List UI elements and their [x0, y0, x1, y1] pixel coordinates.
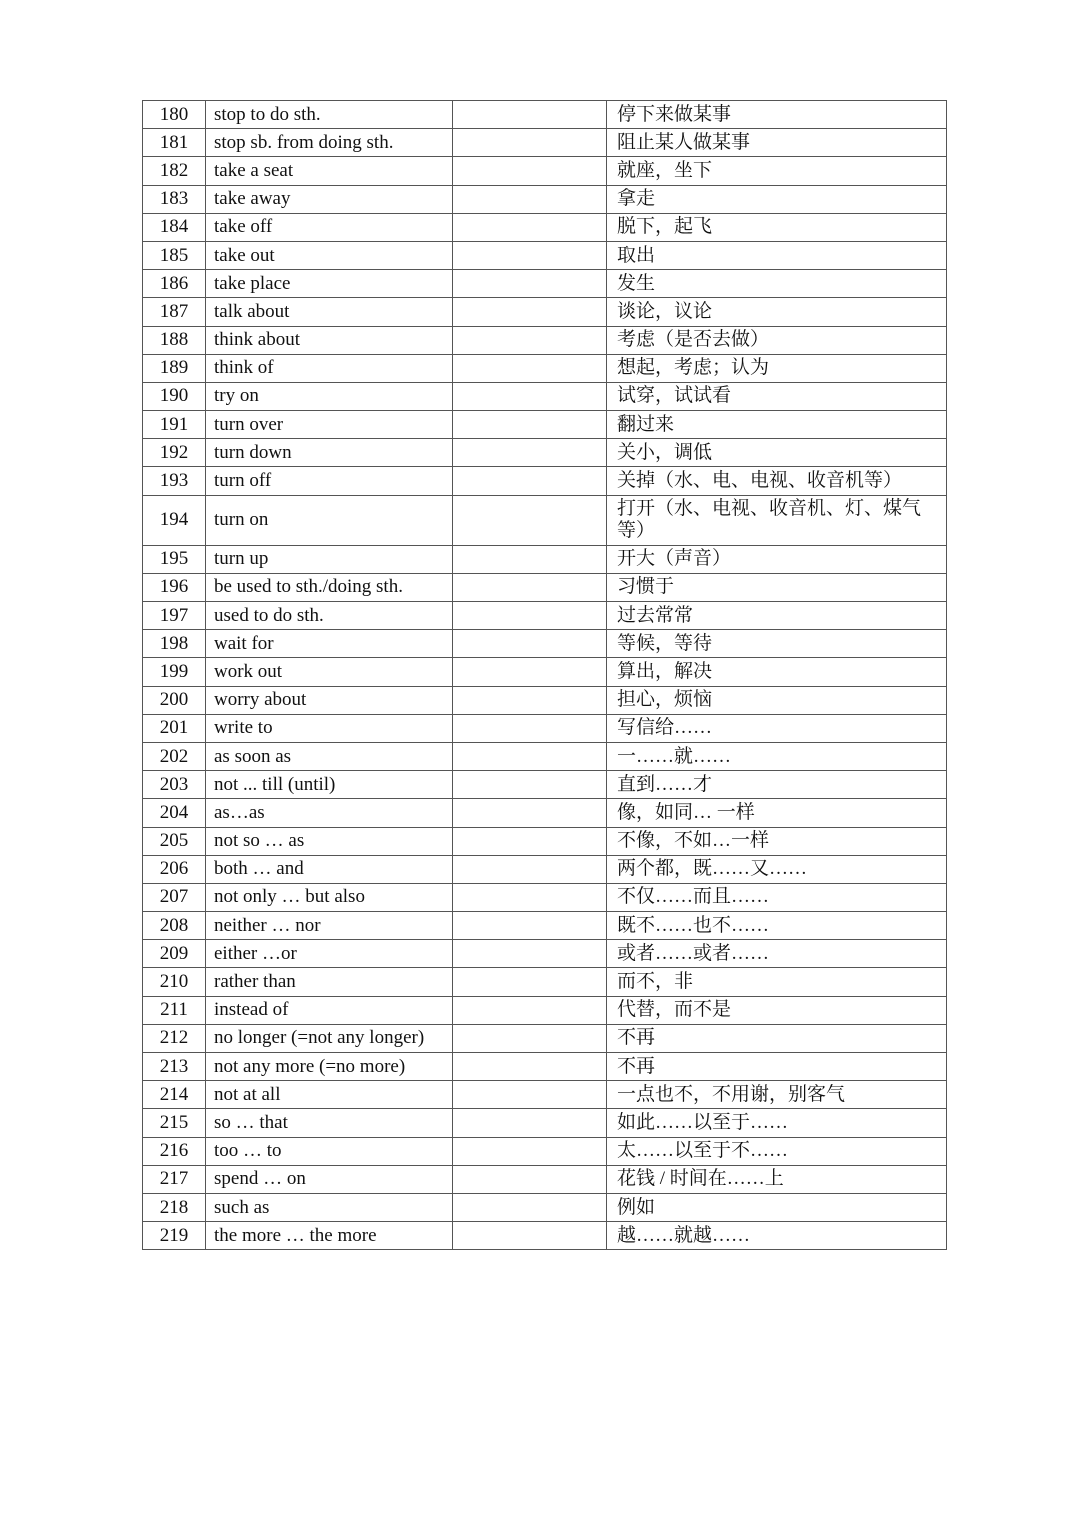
- blank-cell: [453, 411, 607, 439]
- blank-cell: [453, 968, 607, 996]
- table-row: [143, 658, 947, 686]
- chinese-meaning: 如此……以至于……: [607, 1109, 947, 1137]
- blank-cell: [453, 185, 607, 213]
- english-phrase: too … to: [206, 1137, 453, 1165]
- chinese-meaning: 越……就越……: [607, 1222, 947, 1250]
- blank-cell: [453, 382, 607, 410]
- blank-cell: [453, 1137, 607, 1165]
- english-phrase: turn on: [206, 495, 453, 545]
- english-phrase: write to: [206, 714, 453, 742]
- row-number: 181: [143, 129, 206, 157]
- chinese-meaning: 直到……才: [607, 771, 947, 799]
- blank-cell: [453, 326, 607, 354]
- table-row: [143, 495, 947, 545]
- blank-cell: [453, 855, 607, 883]
- blank-cell: [453, 883, 607, 911]
- table-row: [143, 1024, 947, 1052]
- table-row: [143, 630, 947, 658]
- chinese-meaning: 拿走: [607, 185, 947, 213]
- blank-cell: [453, 912, 607, 940]
- row-number: 197: [143, 602, 206, 630]
- blank-cell: [453, 129, 607, 157]
- blank-cell: [453, 573, 607, 601]
- table-row: [143, 270, 947, 298]
- blank-cell: [453, 742, 607, 770]
- chinese-meaning: 就座，坐下: [607, 157, 947, 185]
- english-phrase: take off: [206, 213, 453, 241]
- table-row: [143, 1053, 947, 1081]
- row-number: 190: [143, 382, 206, 410]
- row-number: 212: [143, 1024, 206, 1052]
- blank-cell: [453, 157, 607, 185]
- row-number: 196: [143, 573, 206, 601]
- row-number: 209: [143, 940, 206, 968]
- row-number: 203: [143, 771, 206, 799]
- blank-cell: [453, 354, 607, 382]
- row-number: 195: [143, 545, 206, 573]
- chinese-meaning: 想起，考虑；认为: [607, 354, 947, 382]
- english-phrase: worry about: [206, 686, 453, 714]
- blank-cell: [453, 1053, 607, 1081]
- table-row: [143, 771, 947, 799]
- table-row: [143, 298, 947, 326]
- blank-cell: [453, 658, 607, 686]
- phrase-table: [142, 100, 947, 1250]
- row-number: 185: [143, 241, 206, 269]
- blank-cell: [453, 439, 607, 467]
- chinese-meaning: 翻过来: [607, 411, 947, 439]
- english-phrase: not ... till (until): [206, 771, 453, 799]
- row-number: 207: [143, 883, 206, 911]
- row-number: 218: [143, 1193, 206, 1221]
- table-row: [143, 467, 947, 495]
- row-number: 189: [143, 354, 206, 382]
- table-row: [143, 573, 947, 601]
- table-row: [143, 714, 947, 742]
- table-row: [143, 883, 947, 911]
- row-number: 198: [143, 630, 206, 658]
- chinese-meaning: 不再: [607, 1024, 947, 1052]
- chinese-meaning: 谈论，议论: [607, 298, 947, 326]
- table-row: [143, 411, 947, 439]
- english-phrase: both … and: [206, 855, 453, 883]
- blank-cell: [453, 799, 607, 827]
- chinese-meaning: 停下来做某事: [607, 101, 947, 129]
- chinese-meaning: 发生: [607, 270, 947, 298]
- chinese-meaning: 太……以至于不……: [607, 1137, 947, 1165]
- blank-cell: [453, 1109, 607, 1137]
- english-phrase: not so … as: [206, 827, 453, 855]
- table-row: [143, 742, 947, 770]
- chinese-meaning: 关小，调低: [607, 439, 947, 467]
- blank-cell: [453, 495, 607, 545]
- english-phrase: so … that: [206, 1109, 453, 1137]
- blank-cell: [453, 1222, 607, 1250]
- table-row: [143, 101, 947, 129]
- english-phrase: try on: [206, 382, 453, 410]
- english-phrase: turn over: [206, 411, 453, 439]
- row-number: 215: [143, 1109, 206, 1137]
- table-row: [143, 354, 947, 382]
- table-row: [143, 1165, 947, 1193]
- table-row: [143, 686, 947, 714]
- row-number: 201: [143, 714, 206, 742]
- table-row: [143, 439, 947, 467]
- chinese-meaning: 既不……也不……: [607, 912, 947, 940]
- chinese-meaning: 像，如同… 一样: [607, 799, 947, 827]
- row-number: 213: [143, 1053, 206, 1081]
- chinese-meaning: 算出，解决: [607, 658, 947, 686]
- chinese-meaning: 代替，而不是: [607, 996, 947, 1024]
- chinese-meaning: 不仅……而且……: [607, 883, 947, 911]
- chinese-meaning: 过去常常: [607, 602, 947, 630]
- blank-cell: [453, 241, 607, 269]
- english-phrase: neither … nor: [206, 912, 453, 940]
- blank-cell: [453, 1024, 607, 1052]
- row-number: 200: [143, 686, 206, 714]
- english-phrase: stop to do sth.: [206, 101, 453, 129]
- chinese-meaning: 不再: [607, 1053, 947, 1081]
- chinese-meaning: 不像，不如…一样: [607, 827, 947, 855]
- english-phrase: no longer (=not any longer): [206, 1024, 453, 1052]
- chinese-meaning: 写信给……: [607, 714, 947, 742]
- chinese-meaning: 试穿，试试看: [607, 382, 947, 410]
- table-row: [143, 1193, 947, 1221]
- english-phrase: take place: [206, 270, 453, 298]
- table-row: [143, 827, 947, 855]
- row-number: 206: [143, 855, 206, 883]
- row-number: 217: [143, 1165, 206, 1193]
- chinese-meaning: 开大（声音）: [607, 545, 947, 573]
- chinese-meaning: 阻止某人做某事: [607, 129, 947, 157]
- english-phrase: as…as: [206, 799, 453, 827]
- english-phrase: turn down: [206, 439, 453, 467]
- row-number: 208: [143, 912, 206, 940]
- english-phrase: the more … the more: [206, 1222, 453, 1250]
- english-phrase: stop sb. from doing sth.: [206, 129, 453, 157]
- row-number: 186: [143, 270, 206, 298]
- blank-cell: [453, 686, 607, 714]
- blank-cell: [453, 996, 607, 1024]
- english-phrase: take out: [206, 241, 453, 269]
- english-phrase: talk about: [206, 298, 453, 326]
- table-row: [143, 799, 947, 827]
- english-phrase: turn off: [206, 467, 453, 495]
- chinese-meaning: 两个都，既……又……: [607, 855, 947, 883]
- blank-cell: [453, 298, 607, 326]
- table-row: [143, 213, 947, 241]
- row-number: 205: [143, 827, 206, 855]
- english-phrase: either …or: [206, 940, 453, 968]
- table-row: [143, 382, 947, 410]
- english-phrase: turn up: [206, 545, 453, 573]
- english-phrase: be used to sth./doing sth.: [206, 573, 453, 601]
- english-phrase: not at all: [206, 1081, 453, 1109]
- chinese-meaning: 考虑（是否去做）: [607, 326, 947, 354]
- table-row: [143, 996, 947, 1024]
- english-phrase: think about: [206, 326, 453, 354]
- english-phrase: wait for: [206, 630, 453, 658]
- table-row: [143, 1137, 947, 1165]
- phrase-table-body: [143, 101, 947, 1250]
- chinese-meaning: 习惯于: [607, 573, 947, 601]
- blank-cell: [453, 1081, 607, 1109]
- table-row: [143, 855, 947, 883]
- english-phrase: instead of: [206, 996, 453, 1024]
- blank-cell: [453, 1165, 607, 1193]
- chinese-meaning: 而不，非: [607, 968, 947, 996]
- english-phrase: as soon as: [206, 742, 453, 770]
- blank-cell: [453, 630, 607, 658]
- row-number: 216: [143, 1137, 206, 1165]
- chinese-meaning: 一点也不，不用谢，别客气: [607, 1081, 947, 1109]
- table-row: [143, 326, 947, 354]
- chinese-meaning: 或者……或者……: [607, 940, 947, 968]
- english-phrase: take a seat: [206, 157, 453, 185]
- blank-cell: [453, 213, 607, 241]
- table-row: [143, 157, 947, 185]
- row-number: 180: [143, 101, 206, 129]
- english-phrase: think of: [206, 354, 453, 382]
- blank-cell: [453, 101, 607, 129]
- table-row: [143, 1109, 947, 1137]
- blank-cell: [453, 714, 607, 742]
- chinese-meaning: 担心，烦恼: [607, 686, 947, 714]
- chinese-meaning: 脱下，起飞: [607, 213, 947, 241]
- table-row: [143, 912, 947, 940]
- table-row: [143, 940, 947, 968]
- chinese-meaning: 关掉（水、电、电视、收音机等）: [607, 467, 947, 495]
- table-row: [143, 1222, 947, 1250]
- english-phrase: take away: [206, 185, 453, 213]
- table-row: [143, 129, 947, 157]
- row-number: 192: [143, 439, 206, 467]
- table-row: [143, 241, 947, 269]
- english-phrase: not any more (=no more): [206, 1053, 453, 1081]
- blank-cell: [453, 771, 607, 799]
- english-phrase: such as: [206, 1193, 453, 1221]
- chinese-meaning: 取出: [607, 241, 947, 269]
- table-row: [143, 968, 947, 996]
- row-number: 199: [143, 658, 206, 686]
- chinese-meaning: 打开（水、电视、收音机、灯、煤气等）: [607, 495, 947, 545]
- table-row: [143, 185, 947, 213]
- row-number: 219: [143, 1222, 206, 1250]
- blank-cell: [453, 602, 607, 630]
- blank-cell: [453, 1193, 607, 1221]
- chinese-meaning: 花钱 / 时间在……上: [607, 1165, 947, 1193]
- chinese-meaning: 等候，等待: [607, 630, 947, 658]
- blank-cell: [453, 270, 607, 298]
- row-number: 188: [143, 326, 206, 354]
- table-row: [143, 545, 947, 573]
- blank-cell: [453, 545, 607, 573]
- row-number: 202: [143, 742, 206, 770]
- blank-cell: [453, 467, 607, 495]
- english-phrase: spend … on: [206, 1165, 453, 1193]
- table-row: [143, 602, 947, 630]
- english-phrase: rather than: [206, 968, 453, 996]
- row-number: 191: [143, 411, 206, 439]
- row-number: 210: [143, 968, 206, 996]
- row-number: 194: [143, 495, 206, 545]
- chinese-meaning: 一……就……: [607, 742, 947, 770]
- english-phrase: work out: [206, 658, 453, 686]
- row-number: 211: [143, 996, 206, 1024]
- row-number: 182: [143, 157, 206, 185]
- row-number: 183: [143, 185, 206, 213]
- chinese-meaning: 例如: [607, 1193, 947, 1221]
- row-number: 204: [143, 799, 206, 827]
- blank-cell: [453, 940, 607, 968]
- row-number: 214: [143, 1081, 206, 1109]
- english-phrase: used to do sth.: [206, 602, 453, 630]
- row-number: 187: [143, 298, 206, 326]
- english-phrase: not only … but also: [206, 883, 453, 911]
- table-row: [143, 1081, 947, 1109]
- row-number: 184: [143, 213, 206, 241]
- blank-cell: [453, 827, 607, 855]
- row-number: 193: [143, 467, 206, 495]
